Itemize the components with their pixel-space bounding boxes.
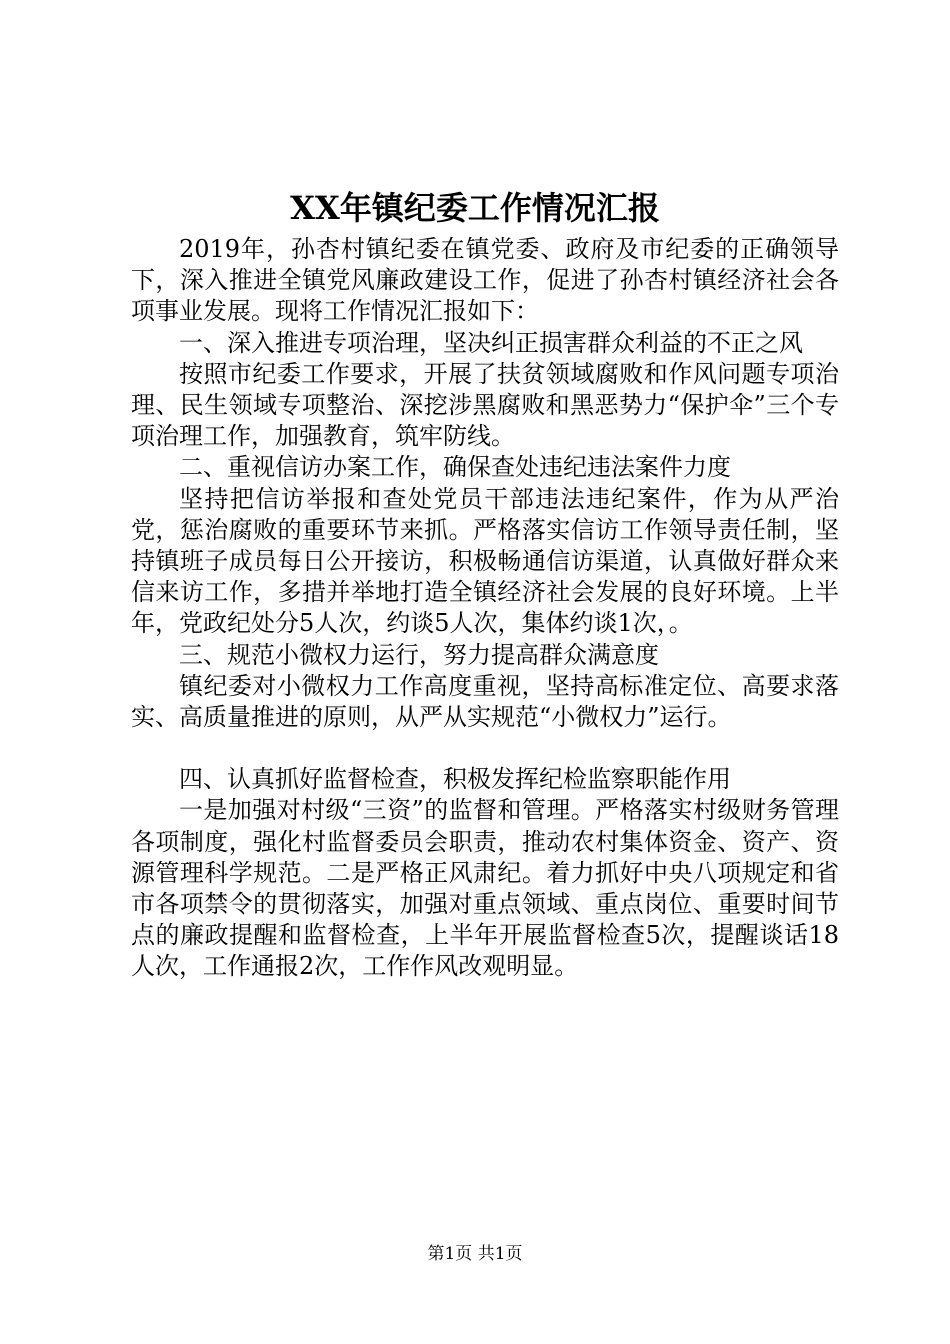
section-paragraph-1: 按照市纪委工作要求，开展了扶贫领域腐败和作风问题专项治理、民生领域专项整治、深挖涉黑腐败和黑恶势力“保护伞”三个专项治理工作，加强教育，筑牢防线。 [131,359,839,451]
section-heading-3: 三、规范小微权力运行，努力提高群众满意度 [179,640,659,669]
section-heading-2: 二、重视信访办案工作，确保查处违纪违法案件力度 [179,453,731,482]
section-heading-4: 四、认真抓好监督检查，积极发挥纪检监察职能作用 [179,765,731,794]
document-title: XX年镇纪委工作情况汇报 [290,189,660,227]
section-paragraph-3: 镇纪委对小微权力工作高度重视，坚持高标准定位、高要求落实、高质量推进的原则，从严从实规范“小微权力”运行。 [131,671,839,732]
page-number-footer: 第1页 共1页 [427,1244,523,1264]
document-body [131,234,839,983]
section-paragraph-2: 坚持把信访举报和查处党员干部违法违纪案件，作为从严治党，惩治腐败的重要环节来抓。严格落实信访工作领导责任制，坚持镇班子成员每日公开接访，积极畅通信访渠道，认真做好群众来信来访工作，多措并举地打造全镇经济社会发展的良好环境。上半年，党政纪处分5人次，约谈5人次，集体约谈1次，。 [131,484,839,638]
section-heading-1: 一、深入推进专项治理，坚决纠正损害群众利益的不正之风 [179,328,803,357]
section-paragraph-4: 一是加强对村级“三资”的监督和管理。严格落实村级财务管理各项制度，强化村监督委员会职责，推动农村集体资金、资产、资源管理科学规范。二是严格正风肃纪。着力抓好中央八项规定和省市各项禁令的贯彻落实，加强对重点领域、重点岗位、重要时间节点的廉政提醒和监督检查，上半年开展监督检查5次，提醒谈话18人次，工作通报2次，工作作风改观明显。 [131,796,839,981]
intro-paragraph: 2019年，孙杏村镇纪委在镇党委、政府及市纪委的正确领导下，深入推进全镇党风廉政建设工作，促进了孙杏村镇经济社会各项事业发展。现将工作情况汇报如下： [131,235,839,326]
